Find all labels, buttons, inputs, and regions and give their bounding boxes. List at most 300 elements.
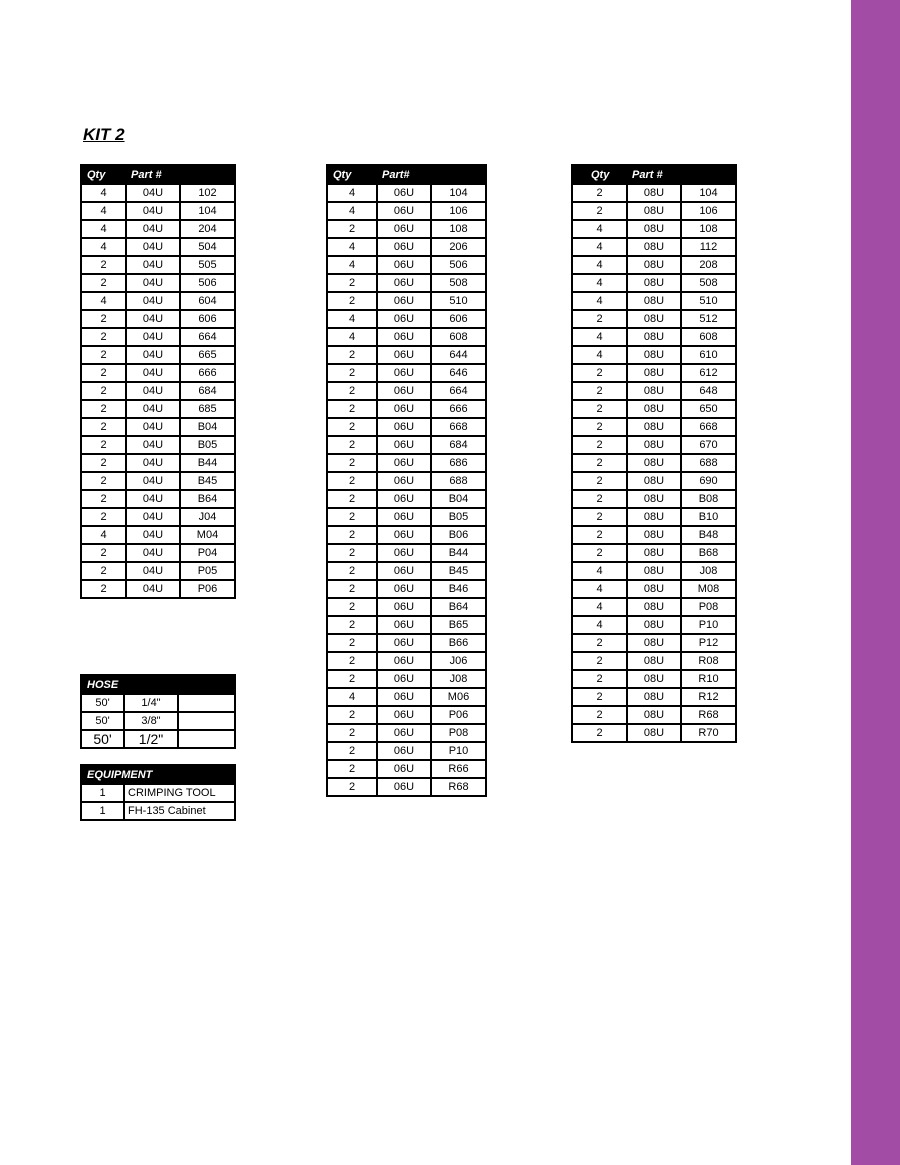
table-cell: 08U: [627, 634, 681, 652]
table-row: [81, 185, 235, 203]
table-row: [572, 724, 736, 742]
table-cell: 504: [180, 238, 235, 256]
table-cell: 06U: [377, 310, 431, 328]
table-row: [327, 724, 486, 742]
table-cell: 04U: [126, 364, 180, 382]
table-cell: 06U: [377, 436, 431, 454]
table-cell: 08U: [627, 670, 681, 688]
side-accent-bar: [851, 0, 900, 1165]
column-header-qty: Qty: [81, 165, 126, 185]
table-cell: 4: [81, 220, 126, 238]
table-cell: 06U: [377, 220, 431, 238]
table-cell: 2: [572, 670, 627, 688]
table-cell: 2: [81, 256, 126, 274]
table-cell: 08U: [627, 418, 681, 436]
table-row: [327, 400, 486, 418]
table-cell: 4: [327, 256, 377, 274]
column-header-blank: [180, 165, 235, 185]
table-row: [572, 634, 736, 652]
table-cell: 610: [681, 346, 736, 364]
table-cell: [178, 712, 235, 730]
table-cell: P10: [681, 616, 736, 634]
table-row: [327, 310, 486, 328]
table-row: [327, 706, 486, 724]
table-cell: 08U: [627, 544, 681, 562]
table-cell: 508: [431, 274, 486, 292]
table-cell: 50': [81, 695, 124, 713]
table-cell: 04U: [126, 220, 180, 238]
table-row: [327, 508, 486, 526]
table-cell: 4: [572, 580, 627, 598]
table-row: [327, 238, 486, 256]
page-title: KIT 2: [83, 125, 125, 144]
table-cell: 04U: [126, 490, 180, 508]
table-cell: 4: [81, 292, 126, 310]
table-row: [572, 616, 736, 634]
table-cell: 2: [572, 382, 627, 400]
table-row: [327, 742, 486, 760]
table-cell: 506: [180, 274, 235, 292]
table-cell: 06U: [377, 598, 431, 616]
table-cell: 08U: [627, 526, 681, 544]
table-cell: 4: [327, 185, 377, 203]
table-cell: 08U: [627, 598, 681, 616]
table-row: [81, 328, 235, 346]
table-row: [572, 382, 736, 400]
table-cell: 4: [572, 562, 627, 580]
table-cell: 1: [81, 802, 124, 820]
table-row: [81, 490, 235, 508]
table-row: [327, 454, 486, 472]
column-header-part: Part #: [126, 165, 180, 185]
table-cell: 08U: [627, 364, 681, 382]
column-header-part: Part#: [377, 165, 431, 185]
table-cell: P08: [431, 724, 486, 742]
table-cell: 2: [327, 742, 377, 760]
table-cell: 2: [81, 418, 126, 436]
table-cell: 208: [681, 256, 736, 274]
table-cell: 06U: [377, 292, 431, 310]
table-cell: M04: [180, 526, 235, 544]
table-cell: 2: [327, 724, 377, 742]
table-cell: 06U: [377, 742, 431, 760]
table-cell: 06U: [377, 634, 431, 652]
table-cell: 2: [572, 472, 627, 490]
table-cell: 2: [327, 472, 377, 490]
table-cell: 2: [81, 580, 126, 598]
table-cell: 08U: [627, 724, 681, 742]
table-cell: [178, 695, 235, 713]
table-cell: 2: [327, 562, 377, 580]
table-row: [327, 472, 486, 490]
table-cell: 2: [572, 454, 627, 472]
table-cell: [178, 730, 235, 748]
table-cell: B10: [681, 508, 736, 526]
table-row: [572, 346, 736, 364]
table-row: [327, 202, 486, 220]
table-row: [572, 256, 736, 274]
table-cell: 684: [180, 382, 235, 400]
table-cell: M08: [681, 580, 736, 598]
table-row: [81, 418, 235, 436]
table-cell: 4: [572, 616, 627, 634]
table-cell: B08: [681, 490, 736, 508]
table-cell: 104: [681, 185, 736, 203]
table-cell: 512: [681, 310, 736, 328]
table-cell: 206: [431, 238, 486, 256]
table-row: [81, 580, 235, 598]
table-cell: 04U: [126, 185, 180, 203]
table-cell: 08U: [627, 310, 681, 328]
table-cell: 04U: [126, 580, 180, 598]
table-cell: 06U: [377, 346, 431, 364]
equipment-table: [80, 764, 236, 821]
table-cell: 08U: [627, 220, 681, 238]
table-cell: R08: [681, 652, 736, 670]
table-row: [327, 634, 486, 652]
table-cell: 604: [180, 292, 235, 310]
table-cell: 04U: [126, 256, 180, 274]
table-cell: 644: [431, 346, 486, 364]
table-row: [327, 256, 486, 274]
table-cell: P12: [681, 634, 736, 652]
table-cell: 06U: [377, 490, 431, 508]
table-row: [572, 490, 736, 508]
table-row: [81, 785, 235, 803]
table-cell: 104: [180, 202, 235, 220]
table-cell: 606: [431, 310, 486, 328]
table-row: [572, 328, 736, 346]
table-cell: B04: [431, 490, 486, 508]
table-row: [572, 400, 736, 418]
table-row: [572, 544, 736, 562]
table-cell: 2: [327, 382, 377, 400]
table-cell: 4: [327, 310, 377, 328]
table-cell: P06: [180, 580, 235, 598]
table-cell: 2: [327, 760, 377, 778]
table-cell: 650: [681, 400, 736, 418]
table-row: [572, 598, 736, 616]
table-cell: R70: [681, 724, 736, 742]
table-cell: P08: [681, 598, 736, 616]
table-cell: 04U: [126, 508, 180, 526]
table-row: [81, 472, 235, 490]
parts-table-06u: [326, 164, 487, 797]
table-cell: 3/8": [124, 712, 178, 730]
table-cell: 2: [327, 544, 377, 562]
table-cell: 686: [431, 454, 486, 472]
table-cell: 2: [572, 436, 627, 454]
table-row: [81, 310, 235, 328]
equipment-header: EQUIPMENT: [81, 765, 235, 785]
table-cell: 04U: [126, 202, 180, 220]
table-cell: 1: [81, 785, 124, 803]
table-row: [572, 670, 736, 688]
table-row: [81, 238, 235, 256]
table-cell: 08U: [627, 454, 681, 472]
table-row: [327, 382, 486, 400]
table-cell: B65: [431, 616, 486, 634]
table-cell: 2: [327, 706, 377, 724]
table-cell: B04: [180, 418, 235, 436]
table-cell: 690: [681, 472, 736, 490]
table-cell: 04U: [126, 346, 180, 364]
table-cell: 04U: [126, 544, 180, 562]
table-row: [327, 220, 486, 238]
table-cell: 2: [327, 436, 377, 454]
table-cell: 04U: [126, 562, 180, 580]
column-header-blank: [681, 165, 736, 185]
table-cell: 688: [681, 454, 736, 472]
table-cell: 06U: [377, 472, 431, 490]
table-row: [327, 562, 486, 580]
table-cell: 04U: [126, 400, 180, 418]
table-cell: 2: [327, 598, 377, 616]
column-header-qty: Qty: [572, 165, 627, 185]
table-cell: 4: [81, 526, 126, 544]
table-cell: 04U: [126, 328, 180, 346]
table-cell: 08U: [627, 490, 681, 508]
table-cell: 50': [81, 712, 124, 730]
table-cell: 688: [431, 472, 486, 490]
table-row: [81, 436, 235, 454]
table-row: [327, 670, 486, 688]
table-cell: 06U: [377, 256, 431, 274]
table-cell: 668: [681, 418, 736, 436]
table-cell: 08U: [627, 185, 681, 203]
table-cell: 06U: [377, 724, 431, 742]
table-row: [327, 652, 486, 670]
table-cell: 4: [572, 292, 627, 310]
table-cell: 4: [572, 328, 627, 346]
table-cell: 08U: [627, 472, 681, 490]
table-row: [572, 688, 736, 706]
table-cell: P10: [431, 742, 486, 760]
table-row: [327, 544, 486, 562]
table-cell: 2: [327, 508, 377, 526]
table-cell: B45: [180, 472, 235, 490]
table-cell: 646: [431, 364, 486, 382]
table-row: [81, 256, 235, 274]
table-row: [327, 688, 486, 706]
table-row: [327, 598, 486, 616]
table-row: [81, 730, 235, 748]
table-cell: 08U: [627, 580, 681, 598]
table-row: [81, 274, 235, 292]
table-row: [81, 508, 235, 526]
table-cell: 4: [572, 256, 627, 274]
column-header-blank: [431, 165, 486, 185]
table-row: [81, 454, 235, 472]
table-cell: 2: [81, 328, 126, 346]
table-body: [81, 695, 235, 749]
table-cell: 08U: [627, 202, 681, 220]
table-cell: 2: [572, 364, 627, 382]
table-cell: 2: [572, 652, 627, 670]
table-cell: 2: [327, 778, 377, 796]
table-row: [327, 418, 486, 436]
table-cell: 4: [572, 598, 627, 616]
table-cell: 1/4": [124, 695, 178, 713]
table-cell: J06: [431, 652, 486, 670]
table-cell: B05: [180, 436, 235, 454]
table-cell: 06U: [377, 616, 431, 634]
table-cell: 4: [327, 238, 377, 256]
table-cell: 06U: [377, 364, 431, 382]
table-row: [81, 292, 235, 310]
table-cell: 08U: [627, 400, 681, 418]
table-cell: B46: [431, 580, 486, 598]
table-cell: 505: [180, 256, 235, 274]
table-row: [572, 220, 736, 238]
table-cell: 04U: [126, 310, 180, 328]
table-cell: 4: [81, 202, 126, 220]
table-row: [81, 802, 235, 820]
table-cell: 506: [431, 256, 486, 274]
table-cell: B66: [431, 634, 486, 652]
table-cell: 2: [572, 526, 627, 544]
table-body: [81, 785, 235, 821]
table-cell: 2: [327, 346, 377, 364]
table-cell: 04U: [126, 436, 180, 454]
table-cell: 606: [180, 310, 235, 328]
table-cell: 510: [681, 292, 736, 310]
table-cell: M06: [431, 688, 486, 706]
table-cell: 2: [327, 526, 377, 544]
table-row: [81, 526, 235, 544]
table-cell: 06U: [377, 382, 431, 400]
table-cell: 2: [327, 634, 377, 652]
column-header-qty: Qty: [327, 165, 377, 185]
table-cell: 08U: [627, 328, 681, 346]
table-cell: 06U: [377, 400, 431, 418]
table-row: [327, 616, 486, 634]
table-row: [81, 364, 235, 382]
table-cell: 2: [327, 220, 377, 238]
table-cell: 08U: [627, 274, 681, 292]
table-cell: B48: [681, 526, 736, 544]
table-cell: 06U: [377, 508, 431, 526]
table-cell: R68: [431, 778, 486, 796]
table-cell: B64: [180, 490, 235, 508]
table-row: [81, 712, 235, 730]
table-row: [572, 364, 736, 382]
table-row: [81, 695, 235, 713]
table-cell: 04U: [126, 274, 180, 292]
table-cell: 4: [327, 328, 377, 346]
table-cell: 648: [681, 382, 736, 400]
table-cell: 08U: [627, 436, 681, 454]
table-cell: 08U: [627, 706, 681, 724]
table-cell: 4: [81, 185, 126, 203]
table-cell: B44: [180, 454, 235, 472]
table-cell: 04U: [126, 292, 180, 310]
hose-header: HOSE: [81, 675, 235, 695]
table-cell: J08: [681, 562, 736, 580]
table-row: [327, 760, 486, 778]
table-cell: 06U: [377, 418, 431, 436]
table-cell: 4: [572, 220, 627, 238]
table-row: [572, 436, 736, 454]
table-cell: 2: [327, 418, 377, 436]
table-cell: 2: [572, 508, 627, 526]
table-cell: 2: [572, 185, 627, 203]
table-cell: 06U: [377, 185, 431, 203]
table-cell: 06U: [377, 778, 431, 796]
table-cell: 2: [81, 310, 126, 328]
table-body: [327, 185, 486, 797]
table-cell: 2: [81, 490, 126, 508]
table-cell: B05: [431, 508, 486, 526]
table-cell: 06U: [377, 670, 431, 688]
table-cell: 04U: [126, 454, 180, 472]
table-cell: 664: [431, 382, 486, 400]
table-cell: 508: [681, 274, 736, 292]
table-row: [81, 382, 235, 400]
table-cell: 08U: [627, 346, 681, 364]
table-cell: 2: [572, 724, 627, 742]
table-row: [81, 346, 235, 364]
table-cell: 108: [681, 220, 736, 238]
table-cell: 2: [327, 616, 377, 634]
table-cell: 08U: [627, 238, 681, 256]
table-cell: 108: [431, 220, 486, 238]
table-row: [572, 202, 736, 220]
table-cell: 06U: [377, 238, 431, 256]
table-cell: 104: [431, 185, 486, 203]
table-cell: 2: [81, 364, 126, 382]
table-cell: 06U: [377, 328, 431, 346]
table-cell: P06: [431, 706, 486, 724]
table-cell: 666: [180, 364, 235, 382]
table-row: [327, 580, 486, 598]
table-cell: 04U: [126, 526, 180, 544]
table-cell: B64: [431, 598, 486, 616]
table-row: [572, 580, 736, 598]
table-cell: 2: [81, 382, 126, 400]
table-cell: 06U: [377, 544, 431, 562]
table-row: [81, 220, 235, 238]
table-cell: 08U: [627, 508, 681, 526]
table-cell: 06U: [377, 652, 431, 670]
table-cell: 2: [572, 310, 627, 328]
table-row: [572, 472, 736, 490]
table-cell: 2: [572, 634, 627, 652]
table-cell: 06U: [377, 274, 431, 292]
table-cell: 2: [572, 400, 627, 418]
table-cell: 06U: [377, 202, 431, 220]
table-cell: 685: [180, 400, 235, 418]
table-row: [572, 652, 736, 670]
table-cell: 08U: [627, 292, 681, 310]
table-row: [81, 202, 235, 220]
table-cell: 106: [681, 202, 736, 220]
table-cell: 4: [327, 202, 377, 220]
table-cell: 08U: [627, 652, 681, 670]
table-row: [572, 310, 736, 328]
table-cell: 08U: [627, 688, 681, 706]
table-cell: 2: [81, 472, 126, 490]
table-cell: 2: [572, 688, 627, 706]
table-cell: CRIMPING TOOL: [124, 785, 235, 803]
table-cell: 08U: [627, 616, 681, 634]
table-cell: 2: [572, 418, 627, 436]
table-cell: 08U: [627, 562, 681, 580]
table-cell: 06U: [377, 580, 431, 598]
table-cell: 665: [180, 346, 235, 364]
table-cell: P04: [180, 544, 235, 562]
table-cell: 668: [431, 418, 486, 436]
